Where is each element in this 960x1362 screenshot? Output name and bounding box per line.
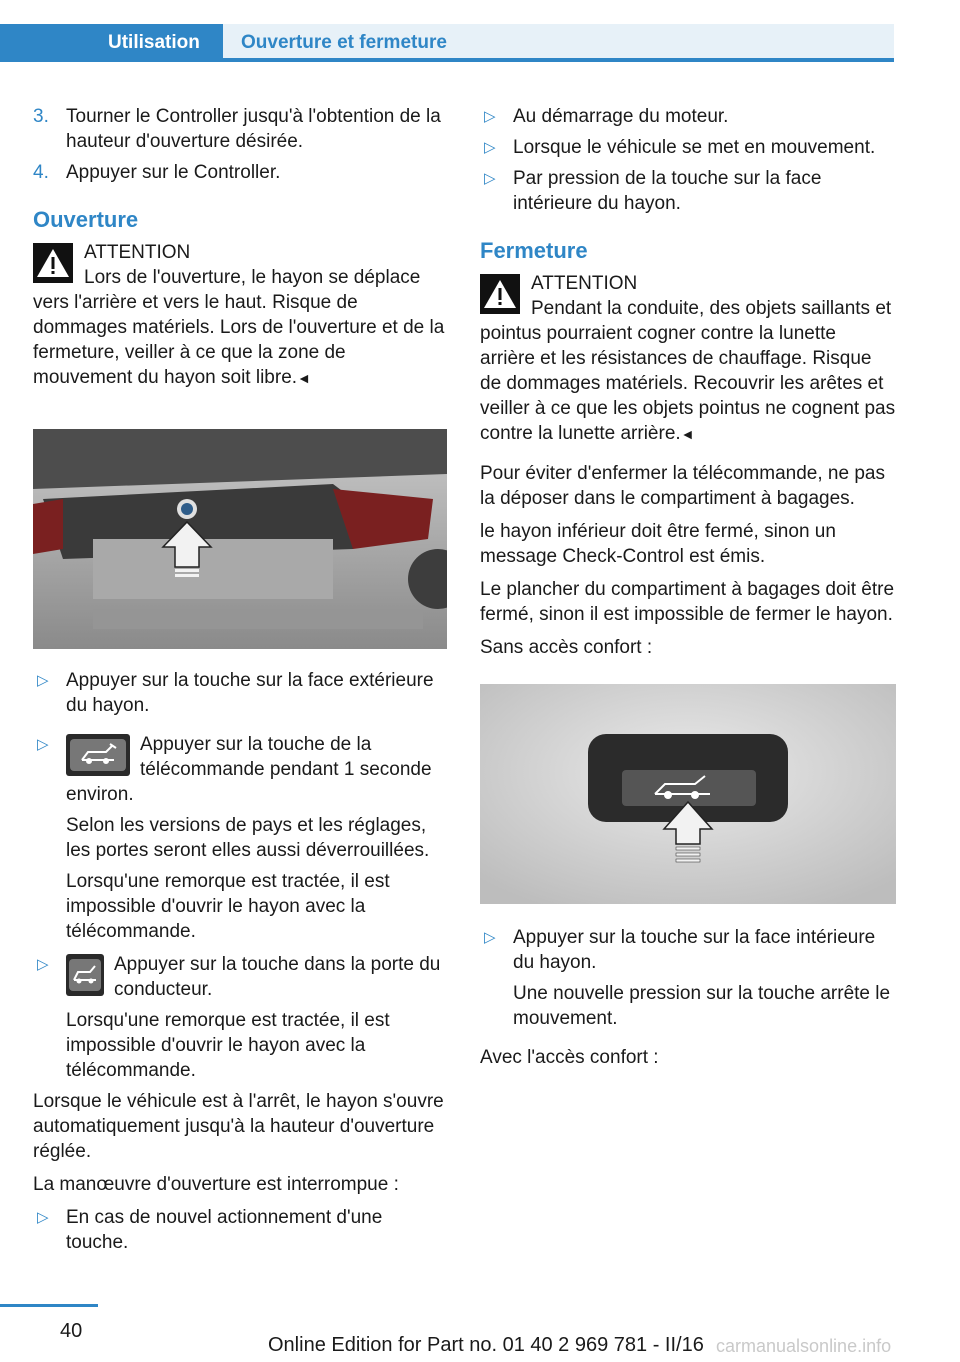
bullet-text: Appuyer sur la touche sur la face intérieure du hayon. (513, 927, 876, 973)
step-text: Appuyer sur le Controller. (66, 162, 281, 183)
watermark-logo: carmanualsonline.info (716, 1336, 892, 1356)
step-item (33, 104, 447, 154)
bullet-note: Une nouvelle pression sur la touche arrête le mouvement. (513, 983, 891, 1029)
warning-text: Pendant la conduite, des objets saillants et pointus pourraient cogner contre la lunette arrière et les résistances de chauffage. Risque de dommages matériels. Recouvrir les arêtes et veiller à ce que les objets pointus ne cognent pas contre la lunette arrière. (480, 298, 896, 444)
warning-text: Lors de l'ouverture, le hayon se déplace vers l'arrière et vers le haut. Risque de dommages matériels. Lors de l'ouverture et de la fermeture, veiller à ce que la zone de mouvement du hayon soit libre. (33, 267, 445, 388)
edition-text: Online Edition for Part no. 01 40 2 969 781 - II/16 (268, 1334, 704, 1356)
section-tab-label: Ouverture et fermeture (241, 32, 447, 53)
page-number: 40 (60, 1320, 83, 1342)
bullet-icon: ▷ (484, 139, 496, 156)
paragraph: Pour éviter d'enfermer la télécommande, ne pas la déposer dans le compartiment à bagages. (480, 463, 885, 509)
bullet-text: Au démarrage du moteur. (513, 106, 729, 127)
paragraph: Avec l'accès confort : (480, 1047, 659, 1068)
paragraph: Le plancher du compartiment à bagages doit être fermé, sinon il est impossible de fermer le hayon. (480, 579, 895, 625)
warning-block (480, 271, 896, 447)
bullet-icon: ▷ (484, 929, 496, 946)
bullet-note: Lorsqu'une remorque est tractée, il est impossible d'ouvrir le hayon avec la télécommande. (66, 1010, 390, 1081)
bullet-item (480, 135, 896, 160)
step-text: Tourner le Controller jusqu'à l'obtention de la hauteur d'ouverture désirée. (66, 106, 441, 152)
warning-triangle-icon (33, 243, 73, 283)
section-heading-ouverture: Ouverture (33, 207, 139, 232)
chapter-tab-label: Utilisation (108, 32, 200, 53)
bullet-icon: ▷ (37, 736, 49, 753)
end-mark: ◄ (680, 426, 695, 442)
section-tab[interactable] (223, 24, 894, 62)
bullet-icon: ▷ (484, 170, 496, 187)
chapter-tab[interactable] (0, 24, 223, 62)
warning-triangle-icon (480, 274, 520, 314)
bullet-text: Appuyer sur la touche sur la face extérieure du hayon. (66, 670, 434, 716)
step-number: 4. (33, 162, 49, 183)
warning-title: ATTENTION (531, 273, 638, 294)
bullet-item (480, 166, 896, 216)
bullet-text: En cas de nouvel actionnement d'une touche. (66, 1207, 383, 1253)
warning-block (33, 240, 447, 391)
end-mark: ◄ (297, 370, 311, 386)
section-heading-fermeture: Fermeture (480, 238, 588, 263)
step-item (33, 160, 447, 185)
bullet-item (33, 732, 447, 944)
bullet-icon: ▷ (37, 1209, 49, 1226)
bullet-note: Selon les versions de pays et les réglages, les portes seront elles aussi déverrouillées. (66, 815, 430, 861)
bullet-text: Appuyer sur la touche de la télécommande pendant 1 seconde environ. (66, 734, 432, 805)
footer-rule (0, 1304, 98, 1307)
door-tailgate-button-icon (66, 954, 104, 996)
bullet-item (480, 925, 896, 1031)
step-number: 3. (33, 106, 49, 127)
left-column (33, 104, 447, 1261)
remote-tailgate-button-icon (66, 734, 130, 776)
paragraph: Sans accès confort : (480, 637, 653, 658)
paragraph: le hayon inférieur doit être fermé, sinon un message Check-Control est émis. (480, 521, 836, 567)
bullet-text: Appuyer sur la touche dans la porte du conducteur. (114, 954, 441, 1000)
bullet-note: Lorsqu'une remorque est tractée, il est impossible d'ouvrir le hayon avec la télécommande. (66, 871, 390, 942)
bullet-item (33, 1205, 447, 1255)
tailgate-photo (33, 429, 447, 649)
paragraph: La manœuvre d'ouverture est interrompue : (33, 1174, 399, 1195)
paragraph: Lorsque le véhicule est à l'arrêt, le hayon s'ouvre automatiquement jusqu'à la hauteur d'ouverture réglée. (33, 1091, 444, 1162)
bullet-icon: ▷ (37, 956, 49, 973)
warning-title: ATTENTION (84, 242, 191, 263)
right-column (480, 104, 896, 1078)
bullet-text: Par pression de la touche sur la face intérieure du hayon. (513, 168, 822, 214)
bullet-text: Lorsque le véhicule se met en mouvement. (513, 137, 876, 158)
bullet-item (480, 104, 896, 129)
bullet-icon: ▷ (37, 672, 49, 689)
interior-button-photo (480, 684, 896, 904)
bullet-item (33, 952, 447, 1083)
bullet-item (33, 668, 447, 718)
bullet-icon: ▷ (484, 108, 496, 125)
page-header (0, 24, 894, 62)
